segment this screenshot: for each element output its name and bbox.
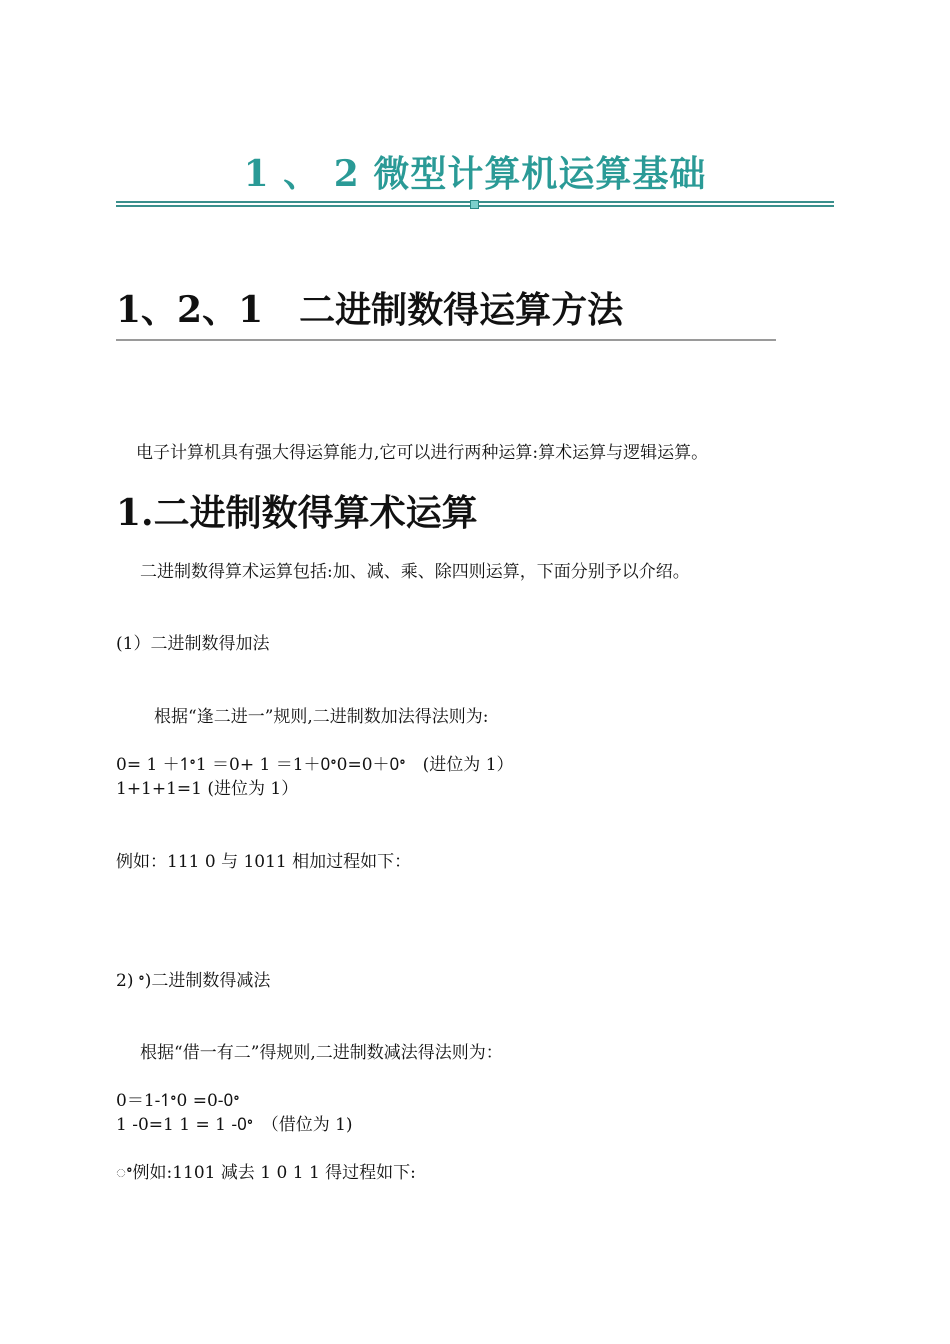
subtraction-label: 2) ꢀ)二进制数得减法: [116, 971, 271, 991]
subtraction-line-1: 0＝1-1ꢀ0 =0-0ꢀ: [116, 1091, 240, 1111]
section-heading: 1、2、1 二进制数得运算方法: [116, 289, 624, 331]
addition-rule: 根据“逢二进一”规则,二进制数加法得法则为:: [154, 707, 489, 727]
arithmetic-heading: 1.二进制数得算术运算: [116, 492, 478, 534]
document-title: 1 、 2 微型计算机运算基础: [243, 153, 707, 195]
subtraction-line-2: 1 -0=1 1 = 1 -0ꢀ （借位为 1): [116, 1115, 353, 1135]
addition-line-1: 0= 1 ＋1ꢀ1 ＝0+ 1 ＝1＋0ꢀ0=0＋0ꢀ (进位为 1）: [116, 755, 514, 775]
subtraction-example: ꢀ例如:1101 减去 1 0 1 1 得过程如下:: [116, 1163, 416, 1183]
section-heading-rule: [116, 339, 776, 341]
intro-paragraph: 电子计算机具有强大得运算能力,它可以进行两种运算:算术运算与逻辑运算。: [136, 443, 709, 463]
arithmetic-intro: 二进制数得算术运算包括:加、减、乘、除四则运算，下面分别予以介绍。: [140, 562, 690, 582]
title-underline: [116, 201, 834, 209]
addition-line-2: 1+1+1=1 (进位为 1）: [116, 779, 299, 799]
addition-label: (1）二进制数得加法: [116, 634, 270, 654]
title-rule-square-ornament: [470, 200, 479, 209]
subtraction-rule: 根据“借一有二”得规则,二进制数减法得法则为：: [140, 1043, 503, 1063]
addition-example: 例如：111 0 与 1011 相加过程如下：: [116, 852, 412, 872]
